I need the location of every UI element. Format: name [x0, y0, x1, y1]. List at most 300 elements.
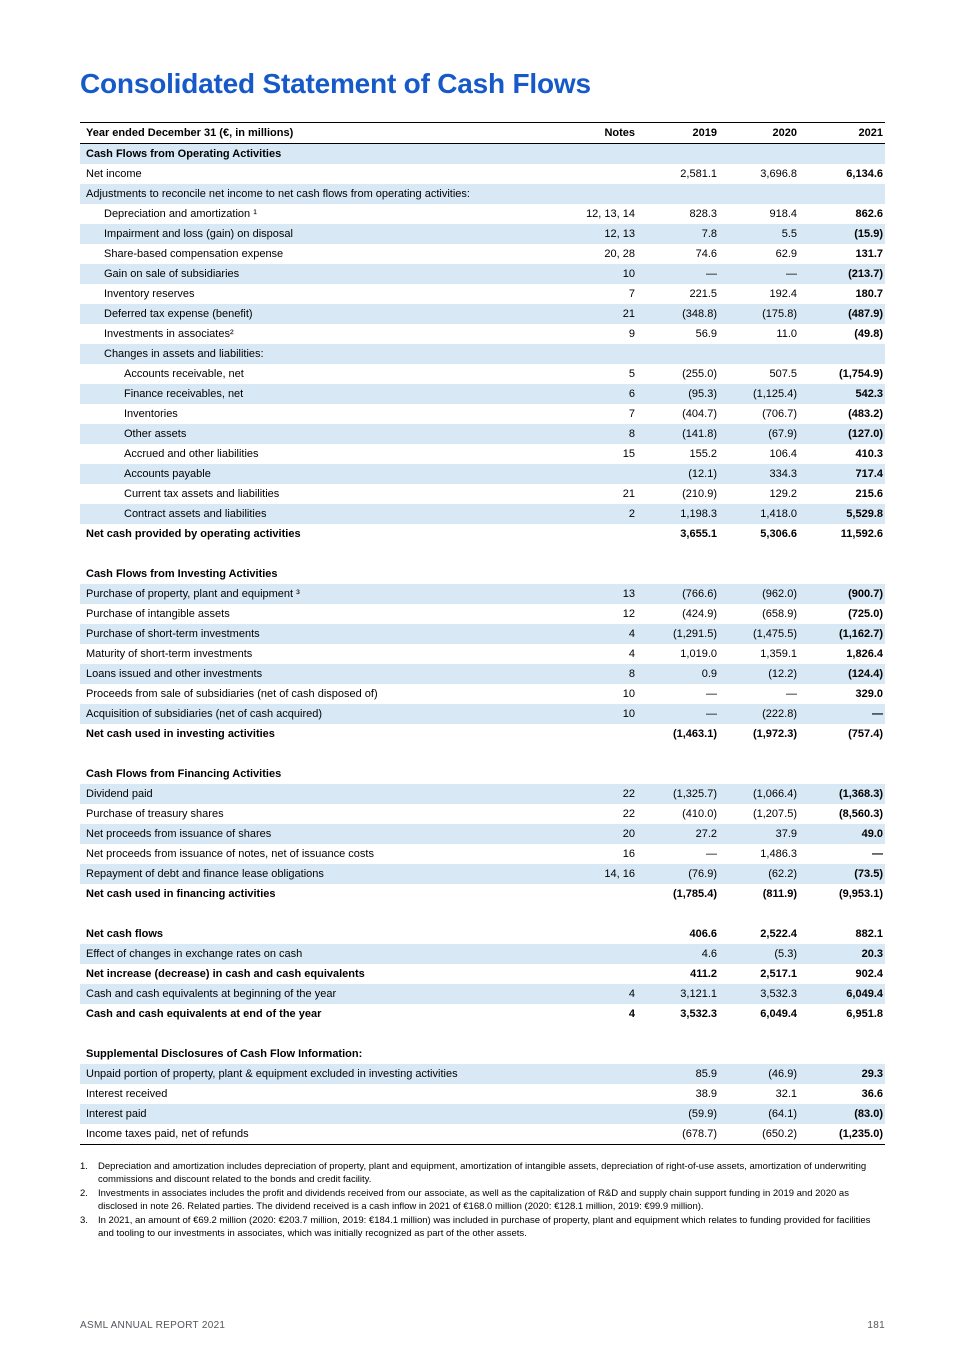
notes-cell: 2	[628, 508, 635, 520]
row-label: Net cash flows	[86, 928, 164, 940]
table-row	[80, 464, 885, 484]
table-row	[80, 844, 885, 864]
value-2020: (62.2)	[768, 868, 797, 880]
value-2021: 6,134.6	[846, 168, 883, 180]
table-row	[80, 684, 885, 704]
value-2021: 131.7	[855, 248, 883, 260]
row-label: Adjustments to reconcile net income to net cash flows from operating activities:	[86, 188, 470, 200]
value-2020: 334.3	[769, 468, 797, 480]
row-label: Net income	[86, 168, 142, 180]
row-label: Share-based compensation expense	[104, 248, 284, 260]
table-row	[80, 984, 885, 1004]
row-label: Accounts payable	[124, 468, 211, 480]
value-2019: (76.9)	[688, 868, 717, 880]
notes-cell: 10	[622, 268, 635, 280]
table-row	[80, 804, 885, 824]
value-2021: (1,368.3)	[838, 788, 883, 800]
value-2021: (725.0)	[848, 608, 883, 620]
page-footer	[80, 1320, 885, 1331]
footnote	[80, 1188, 885, 1213]
value-2019: 3,532.3	[680, 1008, 717, 1020]
row-label: Net proceeds from issuance of shares	[86, 828, 272, 840]
value-2021: (1,162.7)	[838, 628, 883, 640]
footnote-text: Depreciation and amortization includes depreciation of property, plant and equipment, amortization of intangible assets, depreciation of right-of-use assets, amortization of underwriting commissions and discount related to the bonds and credit facility.	[98, 1161, 867, 1185]
value-2020: (175.8)	[762, 308, 797, 320]
row-label: Inventories	[124, 408, 178, 420]
value-2021: (49.8)	[854, 328, 883, 340]
spacer-row	[80, 744, 885, 764]
notes-cell: 10	[622, 708, 635, 720]
value-2019: 2,581.1	[680, 168, 717, 180]
spacer-cell	[80, 1024, 885, 1044]
value-2019: 406.6	[689, 928, 717, 940]
value-2020: (12.2)	[768, 668, 797, 680]
notes-cell	[557, 724, 637, 744]
notes-cell	[557, 964, 637, 984]
value-2021: 20.3	[861, 948, 883, 960]
value-2020: (1,066.4)	[752, 788, 797, 800]
cash-flow-table-body	[80, 144, 885, 1145]
table-header-row	[80, 123, 885, 144]
value-2020: 106.4	[769, 448, 797, 460]
table-row	[80, 324, 885, 344]
value-2021: 329.0	[855, 688, 883, 700]
value-2019: 7.8	[701, 228, 717, 240]
total-row	[80, 964, 885, 984]
value-2019: 155.2	[689, 448, 717, 460]
row-label: Cash and cash equivalents at end of the year	[86, 1008, 322, 1020]
value-2021: —	[872, 848, 883, 860]
notes-cell	[557, 884, 637, 904]
value-2019: (348.8)	[682, 308, 717, 320]
value-2020: 5,306.6	[760, 528, 797, 540]
table-row	[80, 504, 885, 524]
row-label: Cash Flows from Financing Activities	[86, 768, 282, 780]
value-2019: (12.1)	[688, 468, 717, 480]
table-row	[80, 284, 885, 304]
value-2019	[637, 564, 719, 584]
value-2020: (64.1)	[768, 1108, 797, 1120]
value-2019: (59.9)	[688, 1108, 717, 1120]
value-2021: (73.5)	[854, 868, 883, 880]
col-header-notes: Notes	[557, 123, 637, 144]
table-row	[80, 184, 885, 204]
value-2020: (1,207.5)	[752, 808, 797, 820]
value-2019: 1,019.0	[680, 648, 717, 660]
notes-cell: 8	[628, 668, 635, 680]
value-2020: —	[786, 268, 797, 280]
value-2019: (678.7)	[637, 1124, 719, 1145]
col-header-2020: 2020	[719, 123, 799, 144]
row-label: Maturity of short-term investments	[86, 648, 253, 660]
value-2019: —	[706, 708, 717, 720]
footnote	[80, 1215, 885, 1240]
table-row	[80, 704, 885, 724]
notes-cell	[557, 1044, 637, 1064]
spacer-cell	[80, 744, 885, 764]
row-label: Effect of changes in exchange rates on cash	[86, 948, 303, 960]
value-2019: —	[706, 688, 717, 700]
page-title: Consolidated Statement of Cash Flows	[80, 68, 591, 99]
value-2019: (210.9)	[682, 488, 717, 500]
value-2021: 882.1	[855, 928, 883, 940]
notes-cell: 4	[628, 1008, 635, 1020]
value-2020	[719, 564, 799, 584]
notes-cell: 21	[622, 488, 635, 500]
value-2020: 11.0	[776, 328, 797, 340]
notes-cell: 6	[628, 388, 635, 400]
notes-cell: 12, 13	[604, 228, 635, 240]
value-2020: (1,475.5)	[752, 628, 797, 640]
footnote-number: 1.	[80, 1161, 88, 1172]
notes-cell: 4	[628, 648, 635, 660]
notes-cell	[557, 1104, 637, 1124]
row-label: Accounts receivable, net	[124, 368, 244, 380]
value-2019: 828.3	[689, 208, 717, 220]
value-2021	[799, 144, 885, 165]
table-row	[80, 784, 885, 804]
value-2021: (8,560.3)	[838, 808, 883, 820]
value-2020: 5.5	[781, 228, 797, 240]
table-row	[80, 244, 885, 264]
value-2020	[719, 764, 799, 784]
notes-cell: 4	[628, 628, 635, 640]
spacer-row	[80, 1024, 885, 1044]
row-label: Loans issued and other investments	[86, 668, 263, 680]
value-2019: 1,198.3	[680, 508, 717, 520]
notes-cell	[557, 564, 637, 584]
spacer-cell	[80, 904, 885, 924]
notes-cell: 13	[622, 588, 635, 600]
row-label: Interest received	[86, 1088, 168, 1100]
value-2021: 49.0	[861, 828, 883, 840]
value-2020: (222.8)	[762, 708, 797, 720]
value-2020: (962.0)	[762, 588, 797, 600]
value-2019: (255.0)	[682, 368, 717, 380]
value-2021: (1,235.0)	[799, 1124, 885, 1145]
footnote-number: 3.	[80, 1215, 88, 1226]
row-label: Other assets	[124, 428, 187, 440]
row-label: Net cash provided by operating activities	[86, 528, 301, 540]
value-2019: 56.9	[695, 328, 717, 340]
footnote-number: 2.	[80, 1188, 88, 1199]
row-label: Repayment of debt and finance lease obligations	[86, 868, 324, 880]
table-row	[80, 624, 885, 644]
table-row	[80, 1084, 885, 1104]
notes-cell	[557, 764, 637, 784]
spacer-row	[80, 904, 885, 924]
value-2021: (83.0)	[854, 1108, 883, 1120]
row-label: Investments in associates²	[104, 328, 234, 340]
section-header-row	[80, 1044, 885, 1064]
row-label: Current tax assets and liabilities	[124, 488, 280, 500]
table-row	[80, 304, 885, 324]
footer-report-name: ASML ANNUAL REPORT 2021	[80, 1320, 226, 1331]
footnote-text: In 2021, an amount of €69.2 million (2020: €203.7 million, 2019: €184.1 million) was included in purchase of property, plant and equipment which relates to funding provided for facilities and tooling to our investments in associates, which was initially recognized as part of the other assets.	[98, 1215, 871, 1239]
value-2020: 3,532.3	[760, 988, 797, 1000]
value-2021: 6,951.8	[846, 1008, 883, 1020]
table-row	[80, 204, 885, 224]
notes-cell: 15	[622, 448, 635, 460]
table-row	[80, 644, 885, 664]
section-header-row	[80, 564, 885, 584]
value-2021	[799, 564, 885, 584]
value-2020: 2,522.4	[760, 928, 797, 940]
notes-cell: 10	[622, 688, 635, 700]
value-2020: 6,049.4	[760, 1008, 797, 1020]
spacer-cell	[80, 544, 885, 564]
section-header-row	[80, 144, 885, 165]
value-2020: (67.9)	[768, 428, 797, 440]
value-2021: —	[872, 708, 883, 720]
table-row	[80, 824, 885, 844]
notes-cell: 8	[628, 428, 635, 440]
row-label: Interest paid	[86, 1108, 147, 1120]
notes-cell: 20, 28	[604, 248, 635, 260]
value-2021: 29.3	[861, 1068, 883, 1080]
notes-cell: 14, 16	[604, 868, 635, 880]
value-2020: (46.9)	[768, 1068, 797, 1080]
table-row	[80, 404, 885, 424]
notes-cell	[557, 524, 637, 544]
table-row	[80, 444, 885, 464]
value-2019	[637, 764, 719, 784]
value-2020	[719, 144, 799, 165]
row-label: Purchase of short-term investments	[86, 628, 260, 640]
table-row	[80, 944, 885, 964]
value-2020: (650.2)	[719, 1124, 799, 1145]
row-label: Purchase of property, plant and equipment ³	[86, 588, 300, 600]
row-label: Net cash used in financing activities	[86, 888, 276, 900]
value-2021	[799, 1044, 885, 1064]
row-label: Changes in assets and liabilities:	[104, 348, 264, 360]
notes-cell: 7	[628, 408, 635, 420]
footer-page-number: 181	[867, 1320, 885, 1331]
value-2021: 1,826.4	[846, 648, 883, 660]
value-2021: 902.4	[855, 968, 883, 980]
value-2021: (213.7)	[848, 268, 883, 280]
row-label: Purchase of intangible assets	[86, 608, 230, 620]
value-2019: —	[706, 268, 717, 280]
value-2020: 1,359.1	[760, 648, 797, 660]
value-2020: 62.9	[775, 248, 797, 260]
value-2020: (706.7)	[762, 408, 797, 420]
value-2021: (483.2)	[848, 408, 883, 420]
table-row	[80, 384, 885, 404]
notes-cell: 20	[622, 828, 635, 840]
value-2019: 4.6	[701, 948, 717, 960]
total-row	[80, 724, 885, 744]
notes-cell	[557, 464, 637, 484]
value-2020	[719, 344, 799, 364]
value-2021	[799, 344, 885, 364]
notes-cell	[557, 944, 637, 964]
notes-cell	[557, 164, 637, 184]
notes-cell: 21	[622, 308, 635, 320]
notes-cell	[557, 1084, 637, 1104]
row-label: Supplemental Disclosures of Cash Flow Information:	[86, 1048, 363, 1060]
value-2020: (658.9)	[762, 608, 797, 620]
row-label: Purchase of treasury shares	[86, 808, 224, 820]
notes-cell	[557, 1064, 637, 1084]
notes-cell	[557, 1124, 637, 1145]
row-label: Deferred tax expense (benefit)	[104, 308, 253, 320]
value-2020: 918.4	[769, 208, 797, 220]
value-2020: (1,125.4)	[752, 388, 797, 400]
value-2021: 36.6	[861, 1088, 883, 1100]
value-2021: 542.3	[855, 388, 883, 400]
table-row	[80, 1124, 885, 1145]
value-2020: 1,486.3	[760, 848, 797, 860]
table-row	[80, 264, 885, 284]
col-header-2021: 2021	[799, 123, 885, 144]
value-2020: 192.4	[769, 288, 797, 300]
notes-cell: 5	[628, 368, 635, 380]
value-2019: (141.8)	[682, 428, 717, 440]
value-2019: (424.9)	[682, 608, 717, 620]
total-row	[80, 924, 885, 944]
table-row	[80, 1064, 885, 1084]
row-label: Finance receivables, net	[124, 388, 244, 400]
table-row	[80, 604, 885, 624]
value-2019: (1,785.4)	[672, 888, 717, 900]
value-2019: 85.9	[695, 1068, 717, 1080]
value-2019: 221.5	[689, 288, 717, 300]
row-label: Income taxes paid, net of refunds	[80, 1124, 557, 1145]
row-label: Cash Flows from Investing Activities	[86, 568, 278, 580]
value-2019	[637, 1044, 719, 1064]
value-2020: 2,517.1	[760, 968, 797, 980]
total-row	[80, 524, 885, 544]
section-header-row	[80, 764, 885, 784]
value-2019	[637, 144, 719, 165]
notes-cell: 22	[622, 808, 635, 820]
row-label: Proceeds from sale of subsidiaries (net of cash disposed of)	[86, 688, 378, 700]
notes-cell: 12, 13, 14	[586, 208, 635, 220]
value-2021: 180.7	[855, 288, 883, 300]
row-label: Cash and cash equivalents at beginning of the year	[86, 988, 337, 1000]
row-label: Contract assets and liabilities	[124, 508, 267, 520]
value-2020: (1,972.3)	[752, 728, 797, 740]
value-2021: 410.3	[855, 448, 883, 460]
notes-cell: 12	[622, 608, 635, 620]
table-row	[80, 1104, 885, 1124]
value-2019: 27.2	[695, 828, 717, 840]
value-2019: 3,121.1	[680, 988, 717, 1000]
footnotes	[80, 1161, 885, 1240]
value-2021: (757.4)	[848, 728, 883, 740]
value-2021: 717.4	[855, 468, 883, 480]
value-2019: (410.0)	[682, 808, 717, 820]
value-2019	[637, 184, 719, 204]
value-2019: (95.3)	[688, 388, 717, 400]
value-2019: 74.6	[695, 248, 717, 260]
value-2020: 1,418.0	[760, 508, 797, 520]
value-2021: 5,529.8	[846, 508, 883, 520]
table-row	[80, 424, 885, 444]
value-2020: 32.1	[775, 1088, 797, 1100]
spacer-row	[80, 544, 885, 564]
value-2021: (487.9)	[848, 308, 883, 320]
row-label: Inventory reserves	[104, 288, 195, 300]
row-label: Acquisition of subsidiaries (net of cash acquired)	[86, 708, 323, 720]
row-label: Net cash used in investing activities	[86, 728, 275, 740]
notes-cell	[557, 144, 637, 165]
col-header-label: Year ended December 31 (€, in millions)	[80, 123, 557, 144]
row-label: Accrued and other liabilities	[124, 448, 259, 460]
value-2021	[799, 184, 885, 204]
value-2020: (811.9)	[762, 888, 797, 900]
value-2020: 507.5	[769, 368, 797, 380]
table-row	[80, 484, 885, 504]
value-2020: (5.3)	[774, 948, 797, 960]
value-2019: (1,325.7)	[672, 788, 717, 800]
value-2019: —	[706, 848, 717, 860]
row-label: Impairment and loss (gain) on disposal	[104, 228, 293, 240]
row-label: Unpaid portion of property, plant & equipment excluded in investing activities	[86, 1068, 458, 1080]
value-2021: (124.4)	[848, 668, 883, 680]
table-row	[80, 664, 885, 684]
total-row	[80, 1004, 885, 1024]
notes-cell: 9	[628, 328, 635, 340]
table-row	[80, 164, 885, 184]
value-2021: (1,754.9)	[838, 368, 883, 380]
footnote-text: Investments in associates includes the profit and dividends received from our associate, as well as the capitalization of R&D and supply chain support funding in 2019 and 2020 as disclosed in note 26. Related parties. The dividend received is a cash inflow in 2021 of €168.0 million (2020: €128.1 million, 2019: €99.9 million).	[98, 1188, 849, 1212]
value-2019: 411.2	[690, 968, 717, 980]
row-label: Dividend paid	[86, 788, 153, 800]
notes-cell: 7	[628, 288, 635, 300]
col-header-2019: 2019	[637, 123, 719, 144]
value-2019	[637, 344, 719, 364]
value-2021: (127.0)	[848, 428, 883, 440]
value-2019: 3,655.1	[680, 528, 717, 540]
value-2019: 38.9	[695, 1088, 717, 1100]
cash-flow-table	[80, 122, 885, 1145]
value-2020	[719, 1044, 799, 1064]
value-2020: 3,696.8	[760, 168, 797, 180]
value-2020: —	[786, 688, 797, 700]
value-2021	[799, 764, 885, 784]
table-row	[80, 364, 885, 384]
footnote	[80, 1161, 885, 1186]
notes-cell	[557, 344, 637, 364]
notes-cell: 4	[628, 988, 635, 1000]
value-2019: (404.7)	[682, 408, 717, 420]
value-2021: 862.6	[855, 208, 883, 220]
row-label: Gain on sale of subsidiaries	[104, 268, 240, 280]
table-row	[80, 584, 885, 604]
table-row	[80, 344, 885, 364]
total-row	[80, 884, 885, 904]
value-2021: (9,953.1)	[838, 888, 883, 900]
value-2021: (15.9)	[854, 228, 883, 240]
value-2019: (1,291.5)	[672, 628, 717, 640]
value-2021: 11,592.6	[840, 528, 883, 540]
row-label: Cash Flows from Operating Activities	[86, 148, 282, 160]
row-label: Net proceeds from issuance of notes, net of issuance costs	[86, 848, 374, 860]
value-2019: (766.6)	[682, 588, 717, 600]
table-row	[80, 224, 885, 244]
value-2020	[719, 184, 799, 204]
notes-cell: 16	[622, 848, 635, 860]
value-2021: 6,049.4	[846, 988, 883, 1000]
value-2019: 0.9	[701, 668, 717, 680]
value-2021: 215.6	[855, 488, 883, 500]
table-row	[80, 864, 885, 884]
value-2021: (900.7)	[848, 588, 883, 600]
value-2020: 37.9	[775, 828, 797, 840]
notes-cell	[557, 924, 637, 944]
